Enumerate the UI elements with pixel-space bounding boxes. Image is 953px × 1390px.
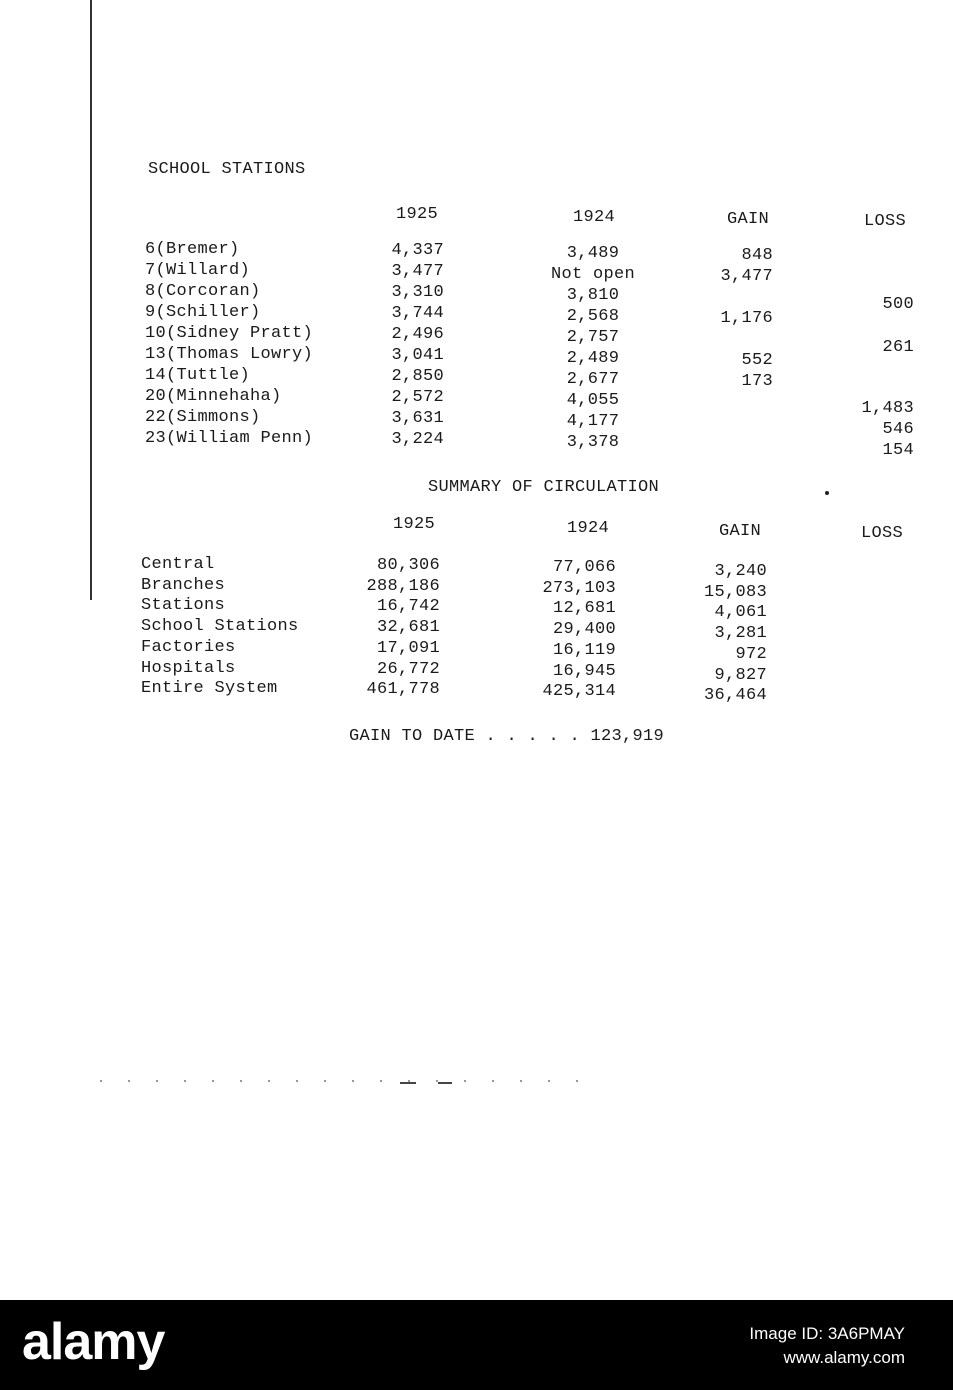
ss-row-gain: 3,477 bbox=[720, 267, 773, 286]
ss-row-1924: 2,489 bbox=[566, 349, 620, 368]
sum-header-1924: 1924 bbox=[567, 519, 610, 538]
ss-row-1924: 3,810 bbox=[566, 286, 620, 305]
ss-row-loss: 261 bbox=[882, 338, 914, 357]
ss-row-name: 13(Thomas Lowry) bbox=[145, 345, 314, 364]
sum-row-1924: 425,314 bbox=[542, 682, 616, 701]
ss-row-1924: 2,677 bbox=[566, 370, 620, 389]
sum-row-gain: 3,281 bbox=[714, 624, 767, 643]
sum-header-loss: LOSS bbox=[861, 524, 904, 543]
left-margin-line bbox=[90, 0, 92, 600]
ss-header-1924: 1924 bbox=[573, 208, 616, 227]
ss-row-gain: 552 bbox=[741, 351, 773, 370]
scan-mark bbox=[438, 1082, 452, 1084]
ss-row-1925: 3,310 bbox=[391, 283, 444, 302]
sum-row-1924: 273,103 bbox=[542, 579, 616, 598]
ss-row-1925: 3,744 bbox=[391, 304, 444, 323]
alamy-logo: alamy bbox=[22, 1313, 165, 1371]
ss-row-name: 20(Minnehaha) bbox=[145, 387, 282, 406]
image-id-block bbox=[749, 1322, 905, 1370]
ss-row-name: 8(Corcoran) bbox=[145, 282, 261, 301]
ss-row-gain: 173 bbox=[741, 372, 773, 391]
summary-title: SUMMARY OF CIRCULATION bbox=[428, 478, 660, 497]
sum-header-gain: GAIN bbox=[719, 522, 762, 541]
sum-row-1925: 461,778 bbox=[366, 680, 440, 699]
sum-row-1925: 80,306 bbox=[376, 556, 440, 575]
ss-row-name: 22(Simmons) bbox=[145, 408, 261, 427]
ss-row-name: 6(Bremer) bbox=[145, 240, 240, 259]
sum-row-gain: 36,464 bbox=[703, 686, 767, 705]
ss-row-name: 7(Willard) bbox=[145, 261, 251, 280]
sum-row-name: Entire System bbox=[141, 679, 278, 698]
ss-row-1925: 3,224 bbox=[391, 430, 444, 449]
ss-row-1925: 4,337 bbox=[391, 241, 444, 260]
ink-dot bbox=[825, 491, 829, 495]
ss-row-1924: 2,757 bbox=[566, 328, 620, 347]
ss-header-1925: 1925 bbox=[396, 205, 439, 224]
sum-row-name: Stations bbox=[141, 596, 226, 615]
ss-row-name: 23(William Penn) bbox=[145, 429, 314, 448]
ss-row-1925: 2,496 bbox=[391, 325, 444, 344]
ss-row-1925: 3,631 bbox=[391, 409, 444, 428]
sum-row-gain: 972 bbox=[735, 645, 767, 664]
sum-row-gain: 15,083 bbox=[703, 583, 767, 602]
sum-row-1925: 16,742 bbox=[376, 597, 440, 616]
ss-row-1925: 3,041 bbox=[391, 346, 444, 365]
sum-row-1924: 16,119 bbox=[552, 641, 616, 660]
image-id: Image ID: 3A6PMAY bbox=[749, 1324, 905, 1343]
ss-row-1924: 4,177 bbox=[566, 412, 620, 431]
watermark-banner bbox=[0, 1300, 953, 1390]
sum-row-gain: 9,827 bbox=[714, 666, 767, 685]
sum-row-1924: 16,945 bbox=[552, 662, 616, 681]
gain-to-date: GAIN TO DATE . . . . . 123,919 bbox=[349, 727, 665, 746]
sum-row-name: Branches bbox=[141, 576, 226, 595]
sum-row-1924: 12,681 bbox=[552, 599, 616, 618]
sum-row-1925: 17,091 bbox=[376, 639, 440, 658]
ss-row-1924: 2,568 bbox=[566, 307, 620, 326]
sum-row-1924: 77,066 bbox=[552, 558, 616, 577]
sum-row-gain: 3,240 bbox=[714, 562, 767, 581]
sum-row-1925: 26,772 bbox=[376, 660, 440, 679]
sum-row-name: Factories bbox=[141, 638, 236, 657]
ss-row-loss: 546 bbox=[882, 420, 914, 439]
ss-row-1925: 3,477 bbox=[391, 262, 444, 281]
ss-row-loss: 500 bbox=[882, 295, 914, 314]
sum-row-name: Hospitals bbox=[141, 659, 236, 678]
ss-row-1925: 2,850 bbox=[391, 367, 444, 386]
ss-row-1925: 2,572 bbox=[391, 388, 444, 407]
ss-row-1924: 3,378 bbox=[566, 433, 620, 452]
scan-specks bbox=[100, 1080, 600, 1082]
ss-header-gain: GAIN bbox=[727, 210, 770, 229]
ss-row-1924: 4,055 bbox=[566, 391, 620, 410]
sum-row-1925: 32,681 bbox=[376, 618, 440, 637]
ss-row-name: 10(Sidney Pratt) bbox=[145, 324, 314, 343]
sum-header-1925: 1925 bbox=[393, 515, 436, 534]
ss-header-loss: LOSS bbox=[864, 212, 907, 231]
scan-mark bbox=[400, 1082, 416, 1084]
ss-row-name: 9(Schiller) bbox=[145, 303, 261, 322]
ss-row-1924: Not open bbox=[550, 265, 635, 284]
site-url: www.alamy.com bbox=[783, 1348, 905, 1367]
school-stations-title: SCHOOL STATIONS bbox=[148, 160, 306, 179]
sum-row-gain: 4,061 bbox=[714, 603, 767, 622]
sum-row-1924: 29,400 bbox=[552, 620, 616, 639]
ss-row-name: 14(Tuttle) bbox=[145, 366, 251, 385]
ss-row-gain: 848 bbox=[741, 246, 773, 265]
ss-row-gain: 1,176 bbox=[720, 309, 773, 328]
ss-row-1924: 3,489 bbox=[566, 244, 620, 263]
sum-row-1925: 288,186 bbox=[366, 577, 440, 596]
ss-row-loss: 1,483 bbox=[861, 399, 914, 418]
sum-row-name: School Stations bbox=[141, 617, 299, 636]
ss-row-loss: 154 bbox=[882, 441, 914, 460]
sum-row-name: Central bbox=[141, 555, 215, 574]
